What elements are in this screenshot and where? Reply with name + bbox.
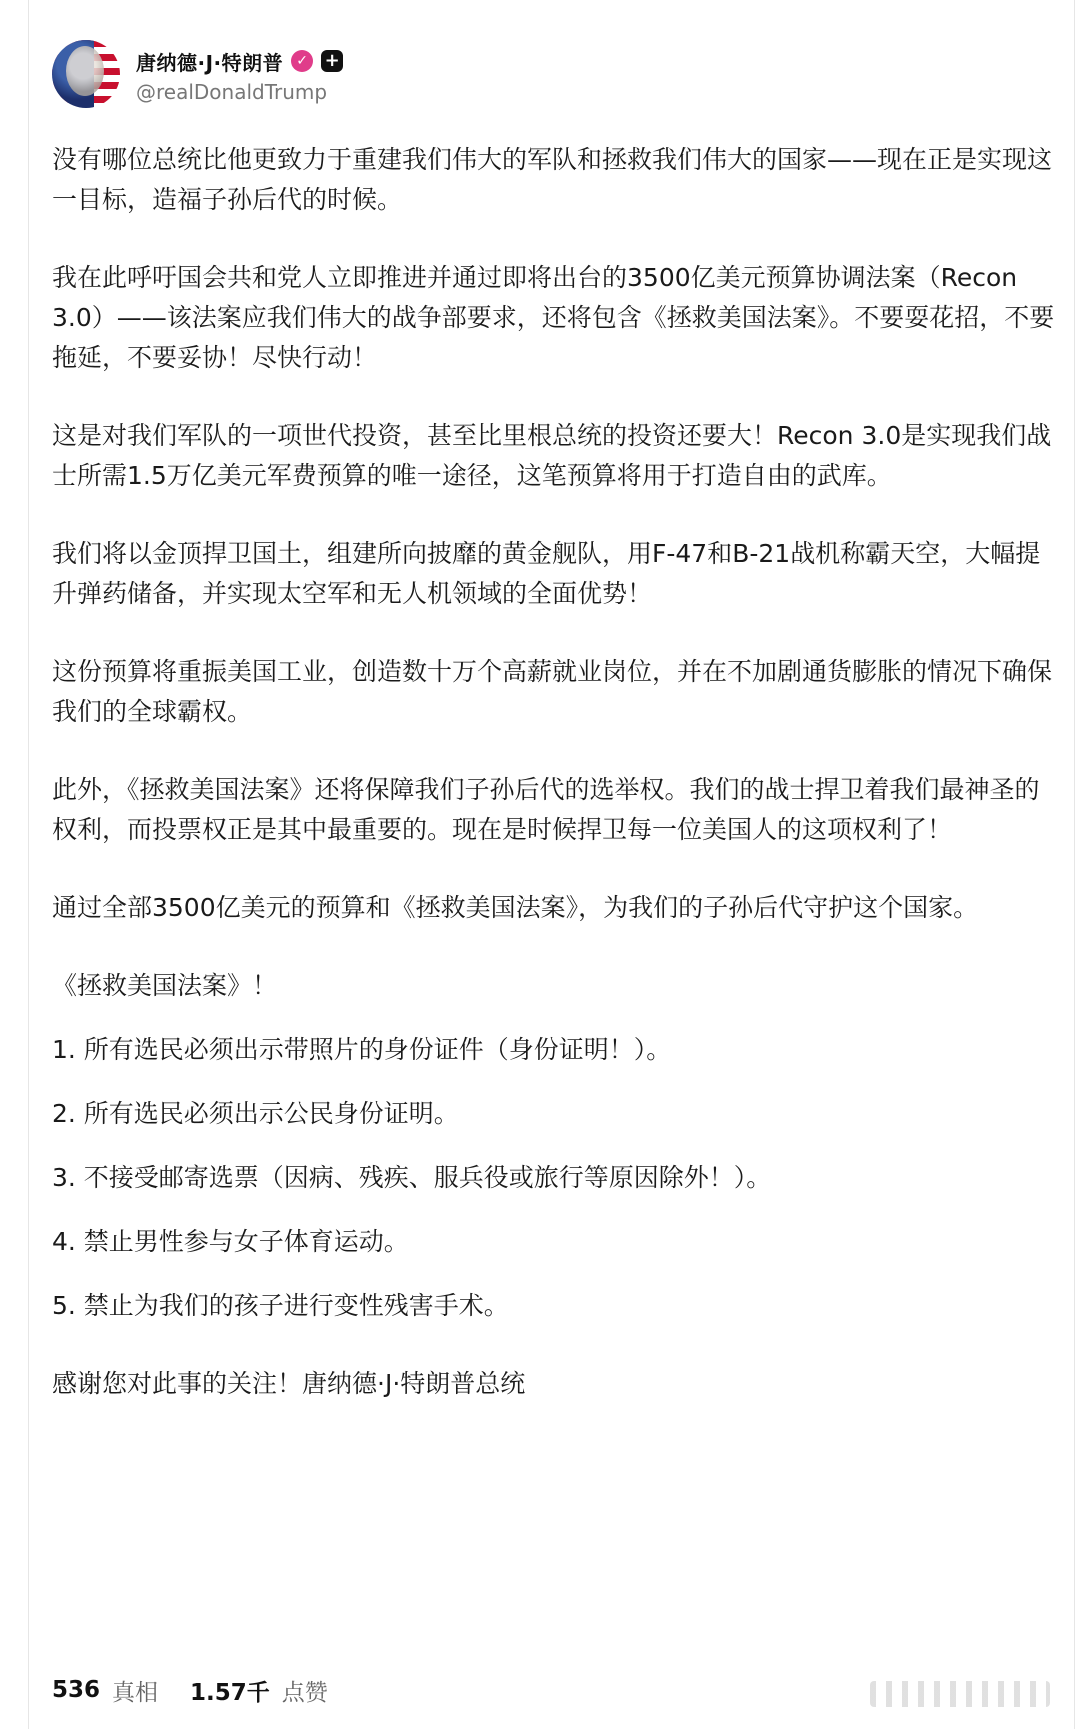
- list-item: 3. 不接受邮寄选票（因病、残疾、服兵役或旅行等原因除外！）。: [52, 1163, 772, 1192]
- avatar-portrait: [66, 46, 104, 96]
- watermark-signature-mark: [870, 1681, 1050, 1707]
- post-header: [52, 40, 652, 112]
- verified-badge-icon: ✓: [291, 50, 313, 72]
- post-signature: 感谢您对此事的关注！唐纳德·J·特朗普总统: [52, 1369, 526, 1398]
- post-paragraph: 《拯救美国法案》！: [52, 971, 278, 1000]
- list-item: 5. 禁止为我们的孩子进行变性残害手术。: [52, 1291, 509, 1320]
- likes-count[interactable]: 1.57千: [190, 1679, 270, 1706]
- post-body: [52, 140, 1057, 1404]
- post-paragraph: 这份预算将重振美国工业，创造数十万个高薪就业岗位，并在不加剧通货膨胀的情况下确保我们的全球霸权。: [52, 657, 1053, 726]
- post-paragraph: 此外，《拯救美国法案》还将保障我们子孙后代的选举权。我们的战士捍卫着我们最神圣的权利，而投票权正是其中最重要的。现在是时候捍卫每一位美国人的这项权利了！: [52, 775, 1040, 844]
- name-row: [136, 46, 343, 76]
- post-paragraph: 通过全部3500亿美元的预算和《拯救美国法案》，为我们的子孙后代守护这个国家。: [52, 893, 979, 922]
- follow-button[interactable]: +: [321, 50, 343, 72]
- user-handle[interactable]: @realDonaldTrump: [136, 80, 328, 104]
- list-item: 2. 所有选民必须出示公民身份证明。: [52, 1099, 459, 1128]
- post-paragraph: 我们将以金顶捍卫国土，组建所向披靡的黄金舰队，用F-47和B-21战机称霸天空，大幅提升弹药储备，并实现太空军和无人机领域的全面优势！: [52, 539, 1041, 608]
- avatar[interactable]: [52, 40, 120, 108]
- truths-count[interactable]: 536: [52, 1677, 101, 1703]
- likes-label[interactable]: 点赞: [281, 1679, 328, 1706]
- post-paragraph: 这是对我们军队的一项世代投资，甚至比里根总统的投资还要大！Recon 3.0是实现我们战士所需1.5万亿美元军费预算的唯一途径，这笔预算将用于打造自由的武库。: [52, 421, 1052, 490]
- watermark: [756, 1676, 1056, 1712]
- post-paragraph: 没有哪位总统比他更致力于重建我们伟大的军队和拯救我们伟大的国家——现在正是实现这一目标，造福子孙后代的时候。: [52, 145, 1053, 214]
- list-item: 4. 禁止男性参与女子体育运动。: [52, 1227, 409, 1256]
- display-name[interactable]: 唐纳德·J·特朗普: [136, 50, 284, 75]
- list-item: 1. 所有选民必须出示带照片的身份证件（身份证明！）。: [52, 1035, 672, 1064]
- truths-label[interactable]: 真相: [112, 1679, 159, 1706]
- post-stats: [52, 1672, 348, 1708]
- post-paragraph: 我在此呼吁国会共和党人立即推进并通过即将出台的3500亿美元预算协调法案（Recon 3.0）——该法案应我们伟大的战争部要求，还将包含《拯救美国法案》。不要耍花招，不要拖延，不要妥协！尽快行动！: [52, 263, 1055, 372]
